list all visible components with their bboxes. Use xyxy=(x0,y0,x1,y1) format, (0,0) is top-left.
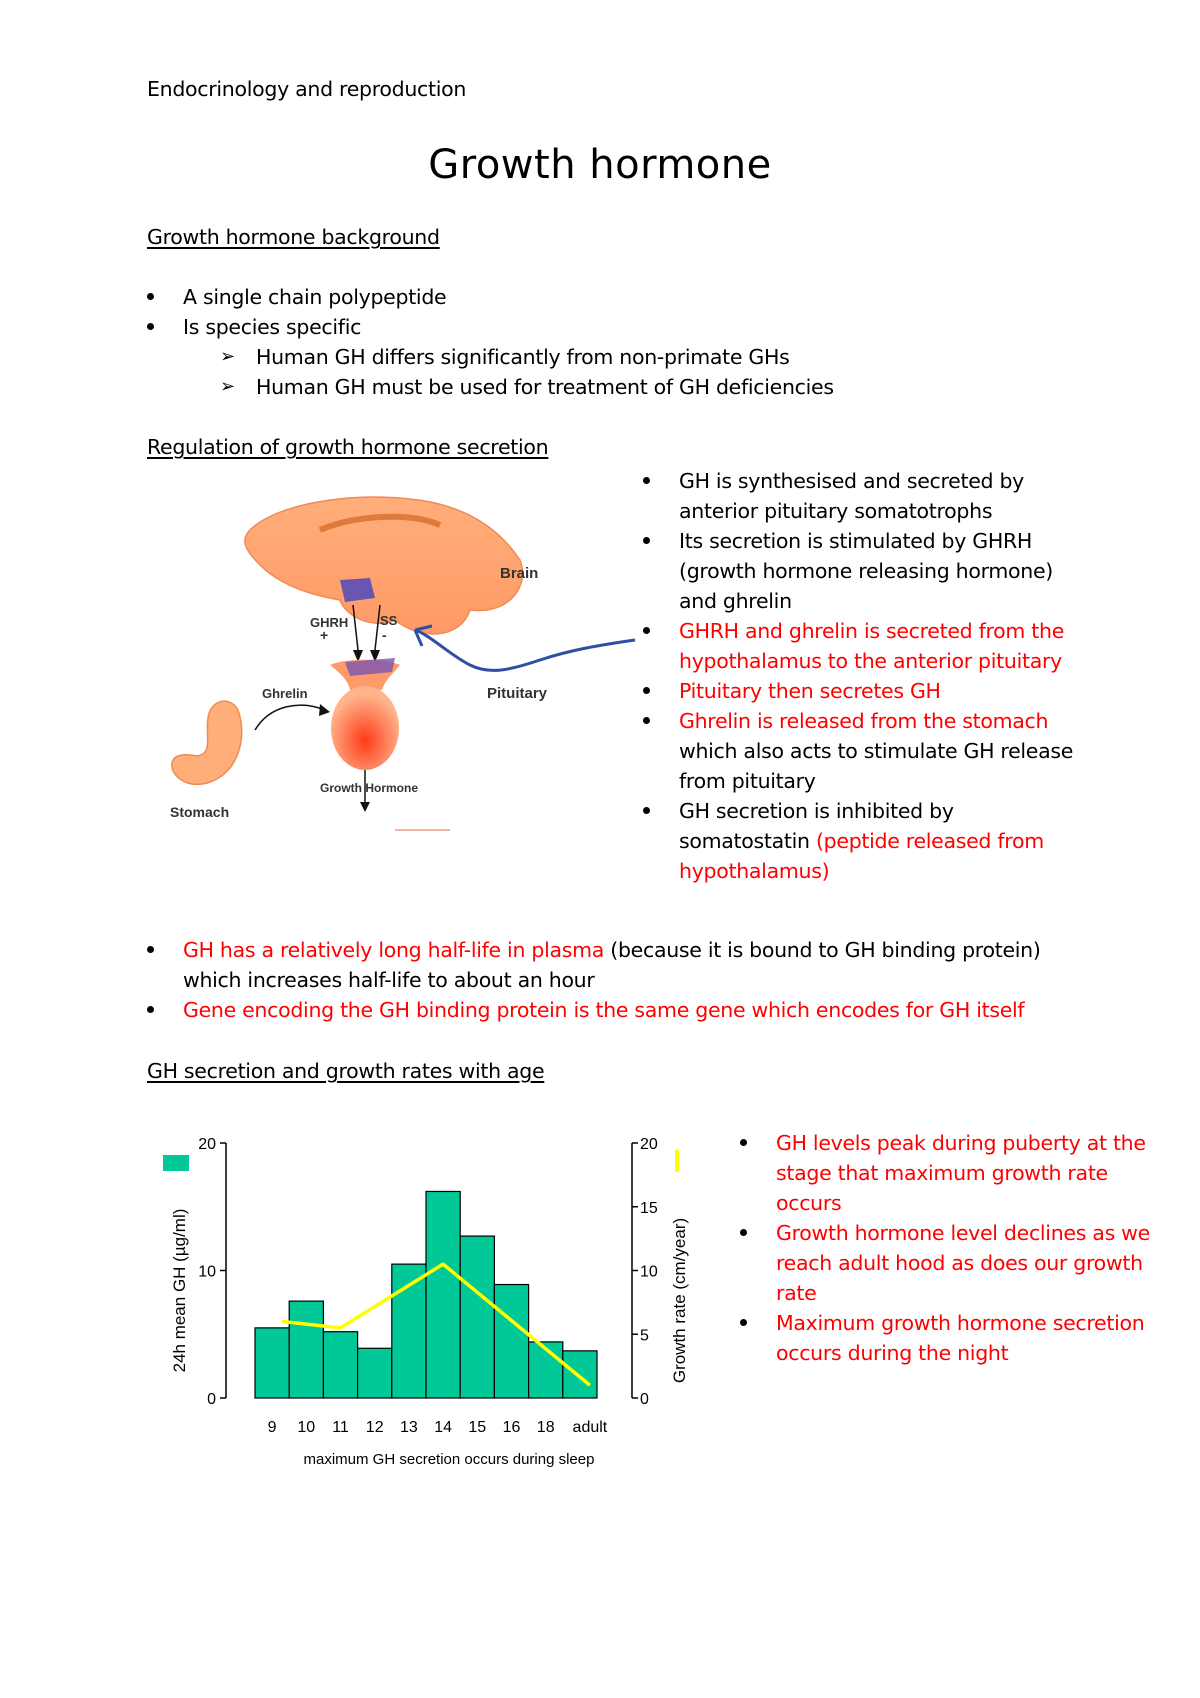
x-tick-label: 12 xyxy=(365,1419,384,1436)
x-tick-label: 14 xyxy=(434,1419,452,1436)
y-axis-label-right: Growth rate (cm/year) xyxy=(670,1217,689,1384)
list-item: GH levels peak during puberty at the stage that maximum growth rate occurs xyxy=(740,1128,1180,1218)
chart-bar xyxy=(255,1328,289,1398)
y-tick-label-right: 20 xyxy=(640,1136,658,1153)
list-item: GH has a relatively long half-life in plasma (because it is bound to GH binding protein) which increases half-life to about an hour xyxy=(147,935,1147,995)
x-tick-label: 18 xyxy=(536,1419,555,1436)
gh-growth-chart xyxy=(155,1110,715,1470)
annotation-arrow xyxy=(415,630,635,670)
arrow-bullet-icon: ➢ xyxy=(220,346,235,367)
y-tick-label-left: 20 xyxy=(198,1136,216,1153)
pituitary-label: Pituitary xyxy=(487,685,548,702)
background-bullet-list xyxy=(147,282,1047,342)
pituitary-gland xyxy=(331,686,399,770)
list-item: Its secretion is stimulated by GHRH (growth hormone releasing hormone) and ghrelin xyxy=(643,526,1173,616)
gh-regulation-diagram xyxy=(170,490,660,840)
list-item: GHRH and ghrelin is secreted from the hypothalamus to the anterior pituitary xyxy=(643,616,1173,676)
x-axis-label: maximum GH secretion occurs during sleep xyxy=(303,1451,595,1468)
list-item: ➢ Human GH differs significantly from non-primate GHs xyxy=(220,342,1120,372)
list-item: Is species specific xyxy=(147,312,1047,342)
halflife-bullet-list xyxy=(147,935,1147,1025)
list-item: GH is synthesised and secreted by anterior pituitary somatotrophs xyxy=(643,466,1173,526)
minus-sign: - xyxy=(382,627,387,643)
y-tick-label-right: 10 xyxy=(640,1263,658,1281)
ghrelin-label: Ghrelin xyxy=(262,686,308,701)
x-tick-label: 11 xyxy=(332,1419,349,1436)
stomach-shape xyxy=(172,701,242,784)
list-item: Maximum growth hormone secretion occurs during the night xyxy=(740,1308,1180,1368)
section-heading-age: GH secretion and growth rates with age xyxy=(147,1059,545,1083)
chart-bar xyxy=(323,1332,357,1398)
x-tick-label: 15 xyxy=(468,1419,487,1436)
x-tick-label: 10 xyxy=(297,1419,316,1436)
page-title: Growth hormone xyxy=(428,142,772,188)
y-tick-label-left: 10 xyxy=(198,1263,216,1281)
list-item: GH secretion is inhibited by somatostatin (peptide released from hypothalamus) xyxy=(643,796,1173,886)
ss-label: SS xyxy=(380,613,398,628)
growth-hormone-label: Growth Hormone xyxy=(320,781,418,795)
background-sub-bullet-list xyxy=(220,342,1120,402)
ghrh-label: GHRH xyxy=(310,615,349,630)
list-item: Pituitary then secretes GH xyxy=(643,676,1173,706)
y-tick-label-right: 15 xyxy=(640,1199,658,1217)
chart-bar xyxy=(563,1351,597,1398)
x-tick-label: 13 xyxy=(400,1419,418,1436)
age-bullet-list xyxy=(740,1128,1180,1368)
chart-bar xyxy=(460,1236,494,1398)
chart-bar xyxy=(426,1191,460,1398)
list-item: Gene encoding the GH binding protein is the same gene which encodes for GH itself xyxy=(147,995,1147,1025)
y-axis-label-left: 24h mean GH (µg/ml) xyxy=(170,1208,189,1373)
brain-label: Brain xyxy=(500,565,539,582)
chart-bar xyxy=(494,1285,528,1398)
stomach-label: Stomach xyxy=(170,804,230,820)
y-tick-label-left: 0 xyxy=(207,1391,216,1408)
chart-bar xyxy=(289,1301,323,1398)
legend-bar-swatch xyxy=(163,1155,189,1171)
list-item: A single chain polypeptide xyxy=(147,282,1047,312)
list-item: Growth hormone level declines as we reach adult hood as does our growth rate xyxy=(740,1218,1180,1308)
list-item: Ghrelin is released from the stomach which also acts to stimulate GH release from pituitary xyxy=(643,706,1173,796)
regulation-bullet-list xyxy=(643,466,1173,886)
x-tick-label: adult xyxy=(572,1419,608,1436)
plus-sign: + xyxy=(320,627,329,643)
x-tick-label: 16 xyxy=(502,1419,521,1436)
y-tick-label-right: 5 xyxy=(640,1327,649,1345)
document-header: Endocrinology and reproduction xyxy=(147,77,467,101)
x-tick-label: 9 xyxy=(267,1419,277,1436)
chart-bar xyxy=(358,1348,392,1398)
y-tick-label-right: 0 xyxy=(640,1391,649,1408)
arrow-bullet-icon: ➢ xyxy=(220,376,235,397)
list-item: ➢ Human GH must be used for treatment of GH deficiencies xyxy=(220,372,1120,402)
section-heading-background: Growth hormone background xyxy=(147,225,440,249)
section-heading-regulation: Regulation of growth hormone secretion xyxy=(147,435,549,459)
hypothalamus-shape xyxy=(340,578,375,602)
